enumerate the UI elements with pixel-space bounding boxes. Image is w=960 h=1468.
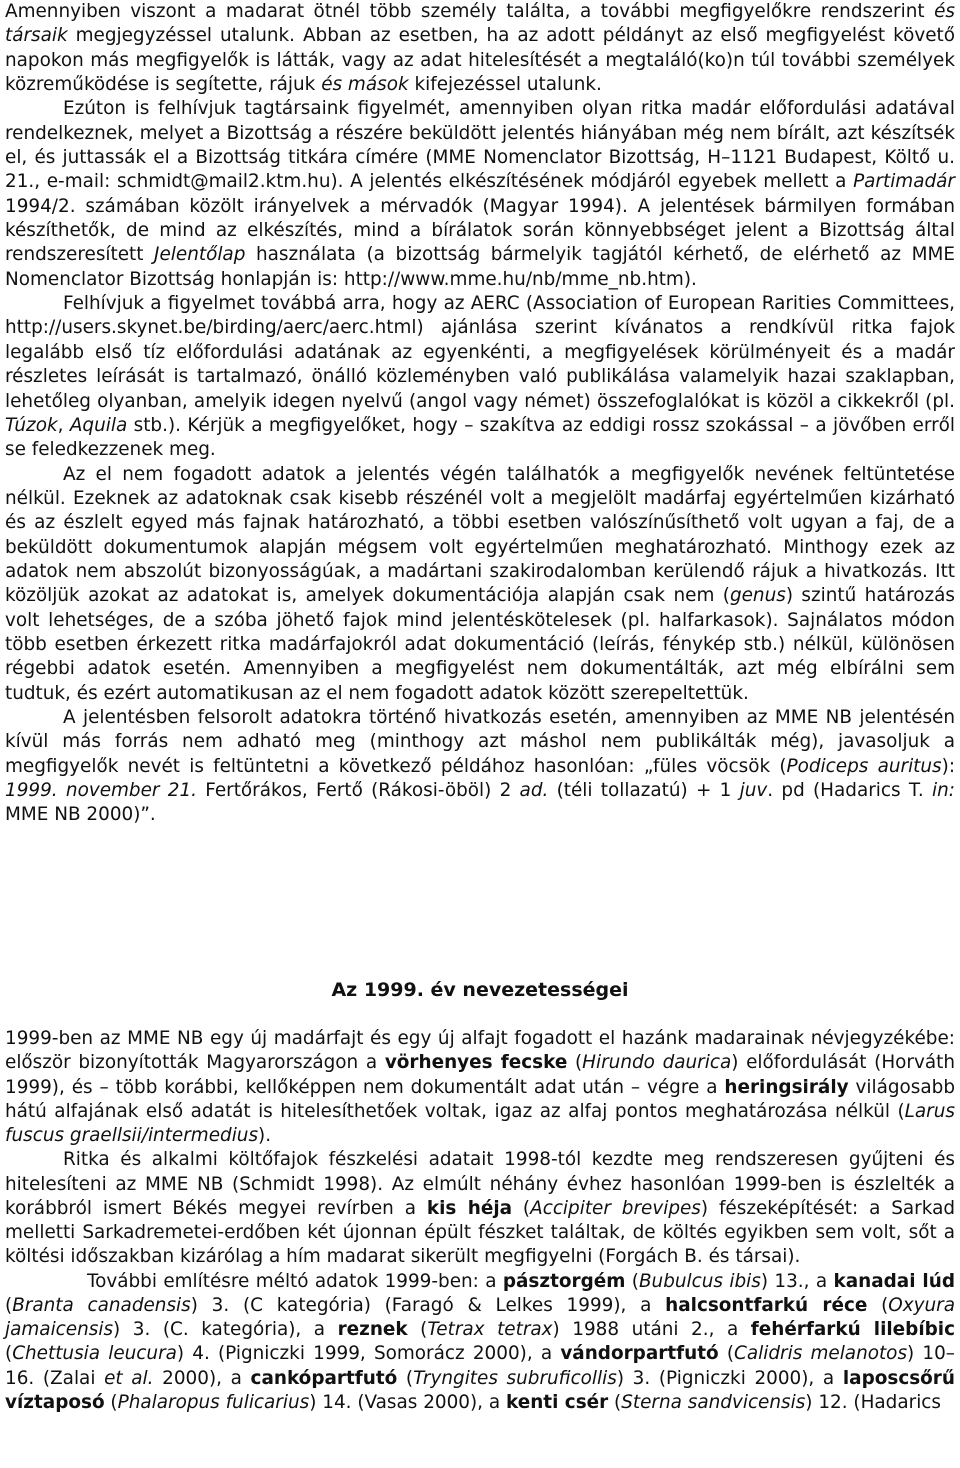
italic-run: Sterna sandvicensis [621, 1391, 806, 1413]
italic-run: Oxyura jamaicensis [5, 1294, 955, 1340]
text-run: . pd (Hadarics T. [767, 780, 933, 801]
text-run: ) 10–16. (Zalai [5, 1343, 955, 1389]
text-run: , [57, 414, 70, 436]
italic-run: Calidris melanotos [734, 1343, 908, 1365]
paragraph-1 [5, 0, 955, 97]
text-run: ( [104, 1391, 118, 1413]
bold-run: vándorpartfutó [560, 1343, 719, 1365]
italic-run: Jelentőlap [154, 244, 246, 266]
text-run: ( [397, 1367, 414, 1389]
italic-run: Larus fuscus graellsii/intermedius [5, 1100, 955, 1146]
text-run: ) 14. (Vasas 2000), a [309, 1391, 506, 1413]
italic-run: et al. [104, 1367, 154, 1389]
body-text-top [5, 0, 955, 828]
italic-run: in: [932, 780, 955, 801]
italic-run: Partimadár [853, 171, 955, 193]
italic-run: genus [729, 585, 786, 607]
italic-run: Tryngites subruficollis [413, 1367, 617, 1389]
text-run: (téli tollazatú) + 1 [548, 780, 740, 801]
italic-run: Tetrax tetrax [427, 1319, 553, 1340]
text-run: ( [5, 1343, 13, 1365]
text-run: ( [608, 1391, 622, 1413]
text-run: használata (a bizottság bármelyik tagjától kérhető, de elérhető az MME Nomenclator Bizottság honlapján is: http://www.mme.hu/nb/mme_nb.htm). [5, 244, 955, 290]
paragraph-5 [5, 706, 955, 828]
text-run: ( [5, 1294, 13, 1316]
text-run: stb.). Kérjük a megfigyelőket, hogy – szakítva az eddigi rossz szokással – a jövőben erről se feledkezzenek meg. [5, 414, 955, 461]
bold-run: reznek [337, 1319, 408, 1340]
text-run: 2000), a [153, 1367, 251, 1389]
text-run: megjegyzéssel utalunk. Abban az esetben, ha az adott példányt az első megfigyelést követő napokon más megfigyelők is látták, vagy az adat hitelesítését a megtaláló(ko)n túl további személyek közreműködése is segítette, rájuk [5, 25, 955, 96]
italic-run: Branta canadensis [12, 1294, 191, 1316]
italic-run: ad. [519, 780, 549, 801]
italic-run: Túzok [5, 414, 58, 436]
body-text-bottom [5, 1027, 955, 1415]
bold-run: heringsirály [724, 1076, 849, 1098]
text-run: A jelentésben felsorolt adatokra történő hivatkozás esetén, amennyiben az MME NB jelentésén kívül más forrás nem adható meg (minthogy azt máshol nem publikálták még), javasoljuk a megfigyelők nevét is feltüntetni a következő példához hasonlóan: „füles vöcsök ( [5, 706, 955, 777]
paragraph-7 [5, 1148, 955, 1269]
text-run: ) 1988 utáni 2., a [552, 1319, 751, 1340]
italic-run: Hirundo daurica [582, 1052, 732, 1074]
bold-run: cankópartfutó [250, 1367, 398, 1389]
paragraph-4 [5, 463, 955, 706]
paragraph-8 [5, 1270, 955, 1416]
bold-run: fehérfarkú lilebíbic [750, 1319, 955, 1340]
italic-run: és társaik [5, 1, 955, 47]
text-run: ) 13., a [760, 1270, 834, 1292]
text-run: További említésre méltó adatok 1999-ben: a [87, 1270, 503, 1292]
italic-run: Bubulcus ibis [638, 1270, 761, 1292]
text-run: 1999-ben az MME NB egy új madárfajt és egy új alfajt fogadott el hazánk madarainak névjegyzékébe: először bizonyították Magyarországon a [5, 1028, 955, 1074]
italic-run: Podiceps auritus [786, 755, 942, 777]
text-run: ( [512, 1197, 531, 1219]
text-run: ( [567, 1052, 583, 1074]
text-run: Ezúton is felhívjuk tagtársaink figyelmét, amennyiben olyan ritka madár előfordulási adatával rendelkeznek, melyet a Bizottság a részére beküldött jelentés hiányában még nem bírált, azt készítsék el, és juttassák el a Bizottság titkára címére (MME Nomenclator Bizottság, H–1121 Budapest, Költő u. 21., e-mail: schmidt@mail2.ktm.hu). A jelentés elkészítésének módjáról egyebek mellett a [5, 98, 955, 193]
bold-run: laposcsőrű víztaposó [5, 1367, 955, 1413]
text-run: kifejezéssel utalunk. [408, 74, 602, 96]
italic-run: juv [739, 780, 768, 801]
italic-run: Phalaropus fulicarius [117, 1391, 310, 1413]
text-run: Fertőrákos, Fertő (Rákosi-öböl) 2 [197, 780, 520, 801]
text-run: ( [867, 1294, 889, 1316]
text-run: világosabb hátú alfajának első adatát is hitelesíthetőek voltak, igaz az alfaj pontos meghatározása nélkül ( [5, 1076, 955, 1122]
section-heading: Az 1999. év nevezetességei [331, 979, 629, 1001]
bold-run: kis héja [426, 1197, 513, 1219]
text-run: ) 3. (C. kategória), a [113, 1319, 338, 1340]
italic-run: Aquila [69, 414, 128, 436]
text-run: ) 3. (C kategória) (Faragó & Lelkes 1999), a [190, 1294, 666, 1316]
paragraph-2 [5, 97, 955, 292]
text-run: ) 3. (Pigniczki 2000), a [616, 1367, 843, 1389]
text-run: ) 4. (Pigniczki 1999, Somorácz 2000), a [176, 1343, 561, 1365]
text-run: ). [258, 1125, 272, 1146]
bold-run: kenti csér [506, 1391, 609, 1413]
text-run: ( [625, 1270, 639, 1292]
bold-run: halcsontfarkú réce [665, 1294, 868, 1316]
text-run: Amennyiben viszont a madarat ötnél több személy találta, a további megfigyelőkre rendszerint [5, 1, 935, 22]
text-run: ): [941, 755, 956, 777]
italic-run: 1999. november 21. [5, 780, 197, 801]
text-run: Felhívjuk a figyelmet továbbá arra, hogy az AERC (Association of European Rarities Committees, http://users.skynet.be/birding/aerc/aerc.html) ajánlása szerint kívánatos a rendkívül ritka fajok legalább első tíz előfordulási adatának az egyenkénti, a megfigyelések körülményeit és a madár részletes leírását is tartalmazó, önálló közleményben való publikálása valamelyik hazai szaklapban, lehetőleg olyanban, amelyik idegen nyelvű (angol vagy német) összefoglalókat is közöl a cikkekről (pl. [5, 293, 955, 412]
italic-run: Accipiter brevipes [530, 1197, 701, 1219]
bold-run: vörhenyes fecske [384, 1052, 568, 1074]
italic-run: Chettusia leucura [12, 1343, 177, 1365]
text-run: ( [407, 1319, 428, 1340]
italic-run: és mások [321, 74, 409, 96]
text-run: Ritka és alkalmi költőfajok fészkelési adatait 1998-tól kezdte meg rendszeresen gyűjteni és hitelesíteni az MME NB (Schmidt 1998). Az elmúlt néhány évhez hasonlóan 1999-ben is észlelték a korábbról ismert Békés megyei revírben a [5, 1149, 955, 1219]
bold-run: kanadai lúd [833, 1270, 955, 1292]
text-run: ) fészeképítését: a Sarkad melletti Sarkadremetei-erdőben két újonnan épült fészket találtak, de költés egyikben sem volt, sőt a költési időszakban kizárólag a hím madarat sikerült megfigyelni (Forgách B. és társai). [5, 1197, 956, 1268]
paragraph-3 [5, 292, 955, 462]
text-run: 1994/2. számában közölt irányelvek a mérvadók (Magyar 1994). A jelentések bármilyen formában készíthetők, de mind az elkészítés, mind a bírálatok során könnyebbséget jelent a Bizottság által rendszeresített [5, 195, 955, 266]
paragraph-6 [5, 1027, 955, 1148]
text-run: Az el nem fogadott adatok a jelentés végén találhatók a megfigyelők nevének feltüntetése nélkül. Ezeknek az adatoknak csak kisebb részénél volt a megjelölt madárfaj egyértelműen kizárható és az észlelt egyed más fajnak határozható, a többi esetben valószínűsíthető volt ugyan a faj, de a beküldött dokumentumok alapján mégsem volt egyértelműen meghatározható. Minthogy ezek az adatok nem abszolút bizonyosságúak, a madártani szakirodalomban kerülendő rájuk a hivatkozás. Itt közöljük azokat az adatokat is, amelyek dokumentációja alapján csak nem ( [5, 463, 955, 607]
text-run: ( [718, 1343, 735, 1365]
text-run: ) előfordulását (Horváth 1999), és – több korábbi, kellőképpen nem dokumentált adat után – végre a [5, 1052, 955, 1098]
text-run: ) 12. (Hadarics [805, 1391, 941, 1413]
bold-run: pásztorgém [502, 1270, 626, 1292]
text-run: MME NB 2000)”. [5, 804, 156, 826]
text-run: ) szintű határozás volt lehetséges, de a szóba jöhető fajok mind jelentéskötelesek (pl. halfarkasok). Sajnálatos módon több esetben érkezett ritka madárfajokról adat dokumentáció (leírás, fénykép stb.) nélkül, különösen régebbi adatok esetén. Amennyiben a megfigyelést nem dokumentálták, azt még elbírálni sem tudtuk, és ezért automatikusan az el nem fogadott adatok között szerepeltettük. [5, 585, 955, 704]
